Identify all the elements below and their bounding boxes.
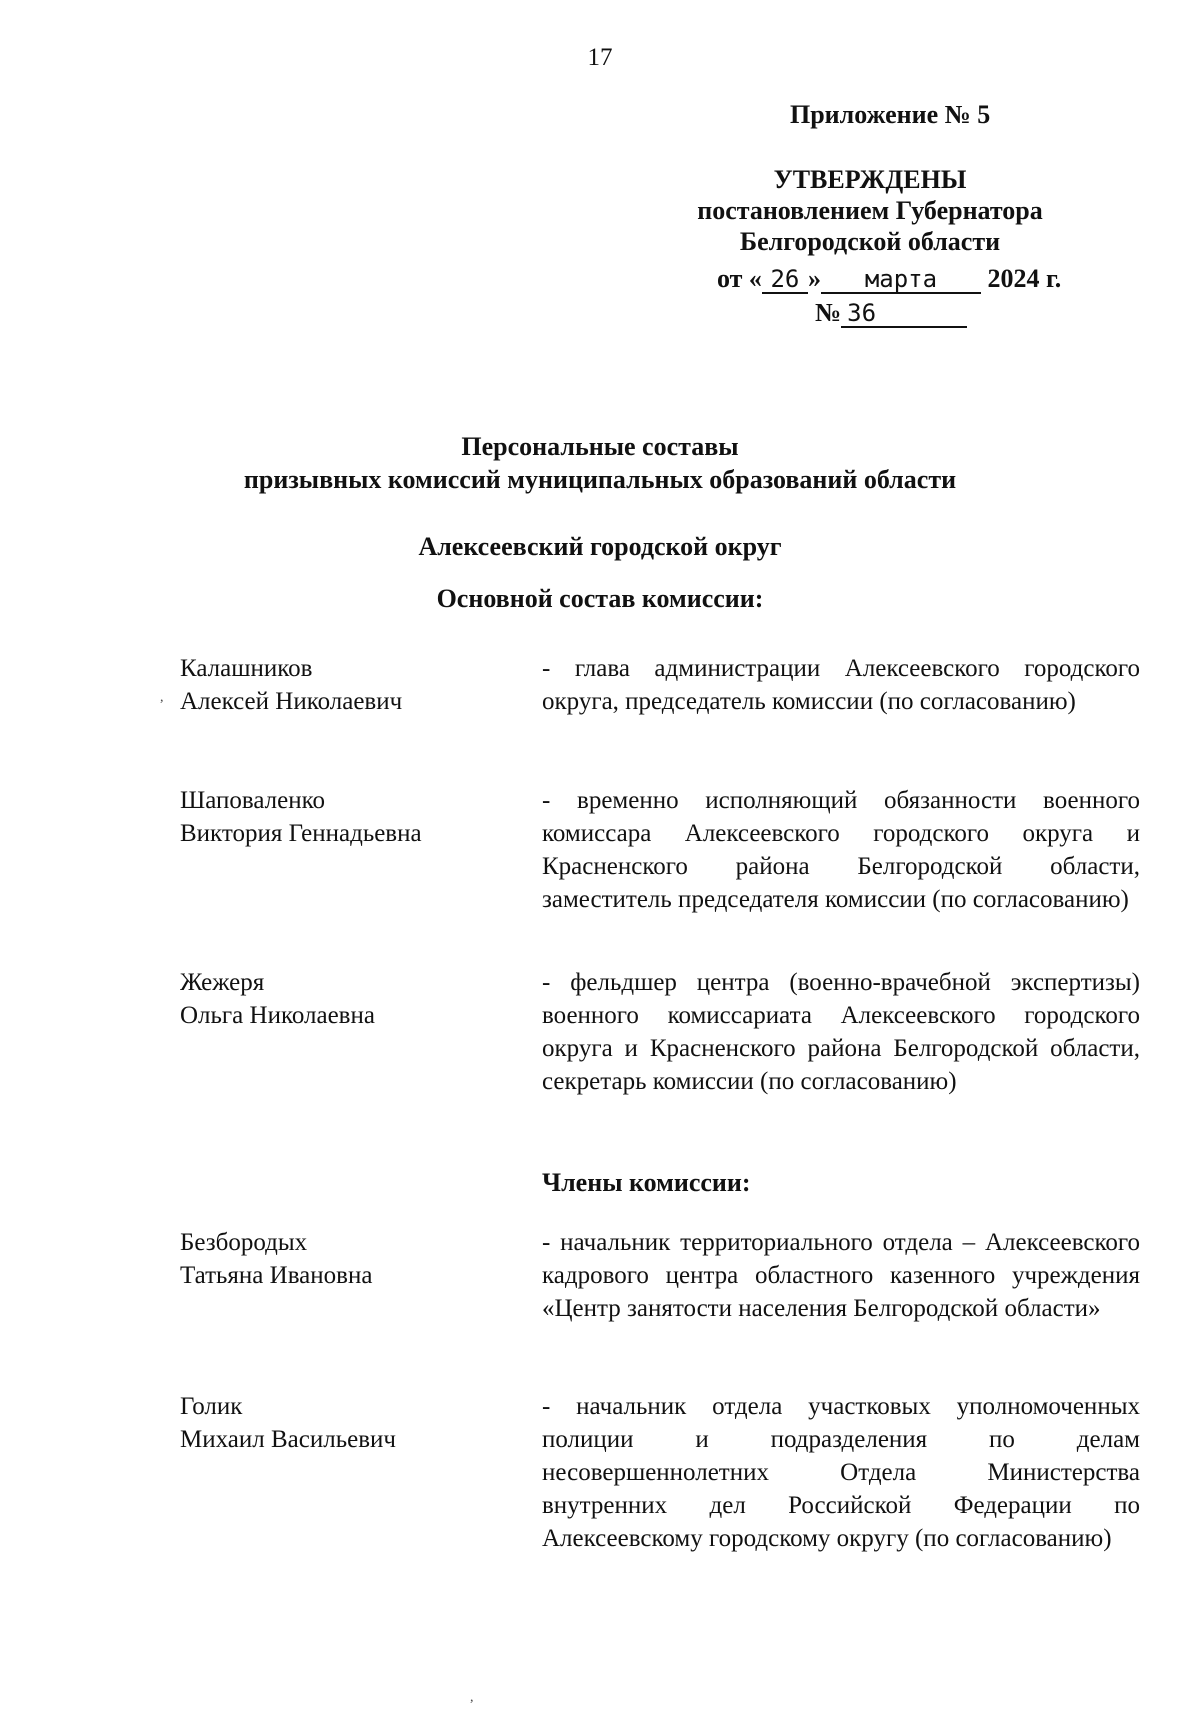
member-given-names: Алексей Николаевич <box>180 688 403 715</box>
scan-speck: , <box>470 1690 474 1705</box>
member-surname: Шаповаленко <box>180 787 325 814</box>
date-month-field: марта <box>821 266 981 294</box>
number-prefix: № <box>815 298 842 327</box>
document-number-field: 36 <box>841 300 967 328</box>
date-prefix: от « <box>717 264 762 293</box>
member-given-names: Ольга Николаевна <box>180 1002 375 1029</box>
member-given-names: Татьяна Ивановна <box>180 1262 373 1289</box>
scan-speck: , <box>160 690 164 705</box>
approval-title: УТВЕРЖДЕНЫ <box>773 165 967 194</box>
member-role: - глава администрации Алексеевского городского округа, председатель комиссии (по согласованию) <box>542 655 1140 715</box>
member-given-names: Виктория Геннадьевна <box>180 820 422 847</box>
page-number: 17 <box>587 44 613 71</box>
district-heading: Алексеевский городской округ <box>418 532 782 561</box>
date-day-close: » <box>807 264 821 293</box>
member-surname: Голик <box>180 1393 243 1420</box>
approval-date <box>717 264 1061 294</box>
document-title-line-1: Персональные составы <box>461 432 739 461</box>
member-surname: Безбородых <box>180 1229 308 1256</box>
member-role: - временно исполняющий обязанности военного комиссара Алексеевского городского округа и Красненского района Белгородской области, заместитель председателя комиссии (по согласованию) <box>542 787 1140 913</box>
member-name <box>180 784 520 850</box>
member-role: - начальник отдела участковых уполномоченных полиции и подразделения по делам несовершеннолетних Отдела Министерства внутренних дел Российской Федерации по Алексеевскому городскому округу (по согласованию) <box>542 1393 1140 1552</box>
appendix-label: Приложение № 5 <box>790 100 991 129</box>
main-composition-heading: Основной состав комиссии: <box>436 584 764 613</box>
member-name <box>180 1390 520 1456</box>
members-heading: Члены комиссии: <box>542 1168 751 1197</box>
date-year: 2024 г. <box>980 264 1062 293</box>
document-title-line-2: призывных комиссий муниципальных образований области <box>243 465 957 494</box>
member-surname: Жежеря <box>180 969 265 996</box>
approval-block <box>640 164 1100 257</box>
approval-line-2: Белгородской области <box>739 227 1001 256</box>
member-given-names: Михаил Васильевич <box>180 1426 396 1453</box>
date-day-field: 26 <box>762 266 808 294</box>
member-surname: Калашников <box>180 655 313 682</box>
approval-line-1: постановлением Губернатора <box>697 196 1043 225</box>
member-name <box>180 1226 520 1292</box>
member-name <box>180 966 520 1032</box>
member-role: - начальник территориального отдела – Алексеевского кадрового центра областного казенного учреждения «Центр занятости населения Белгородской области» <box>542 1229 1140 1322</box>
member-role: - фельдшер центра (военно-врачебной экспертизы) военного комиссариата Алексеевского городского округа и Красненского района Белгородской области, секретарь комиссии (по согласованию) <box>542 969 1140 1095</box>
member-name <box>180 652 520 718</box>
approval-number <box>815 298 967 328</box>
document-title <box>0 430 1200 496</box>
